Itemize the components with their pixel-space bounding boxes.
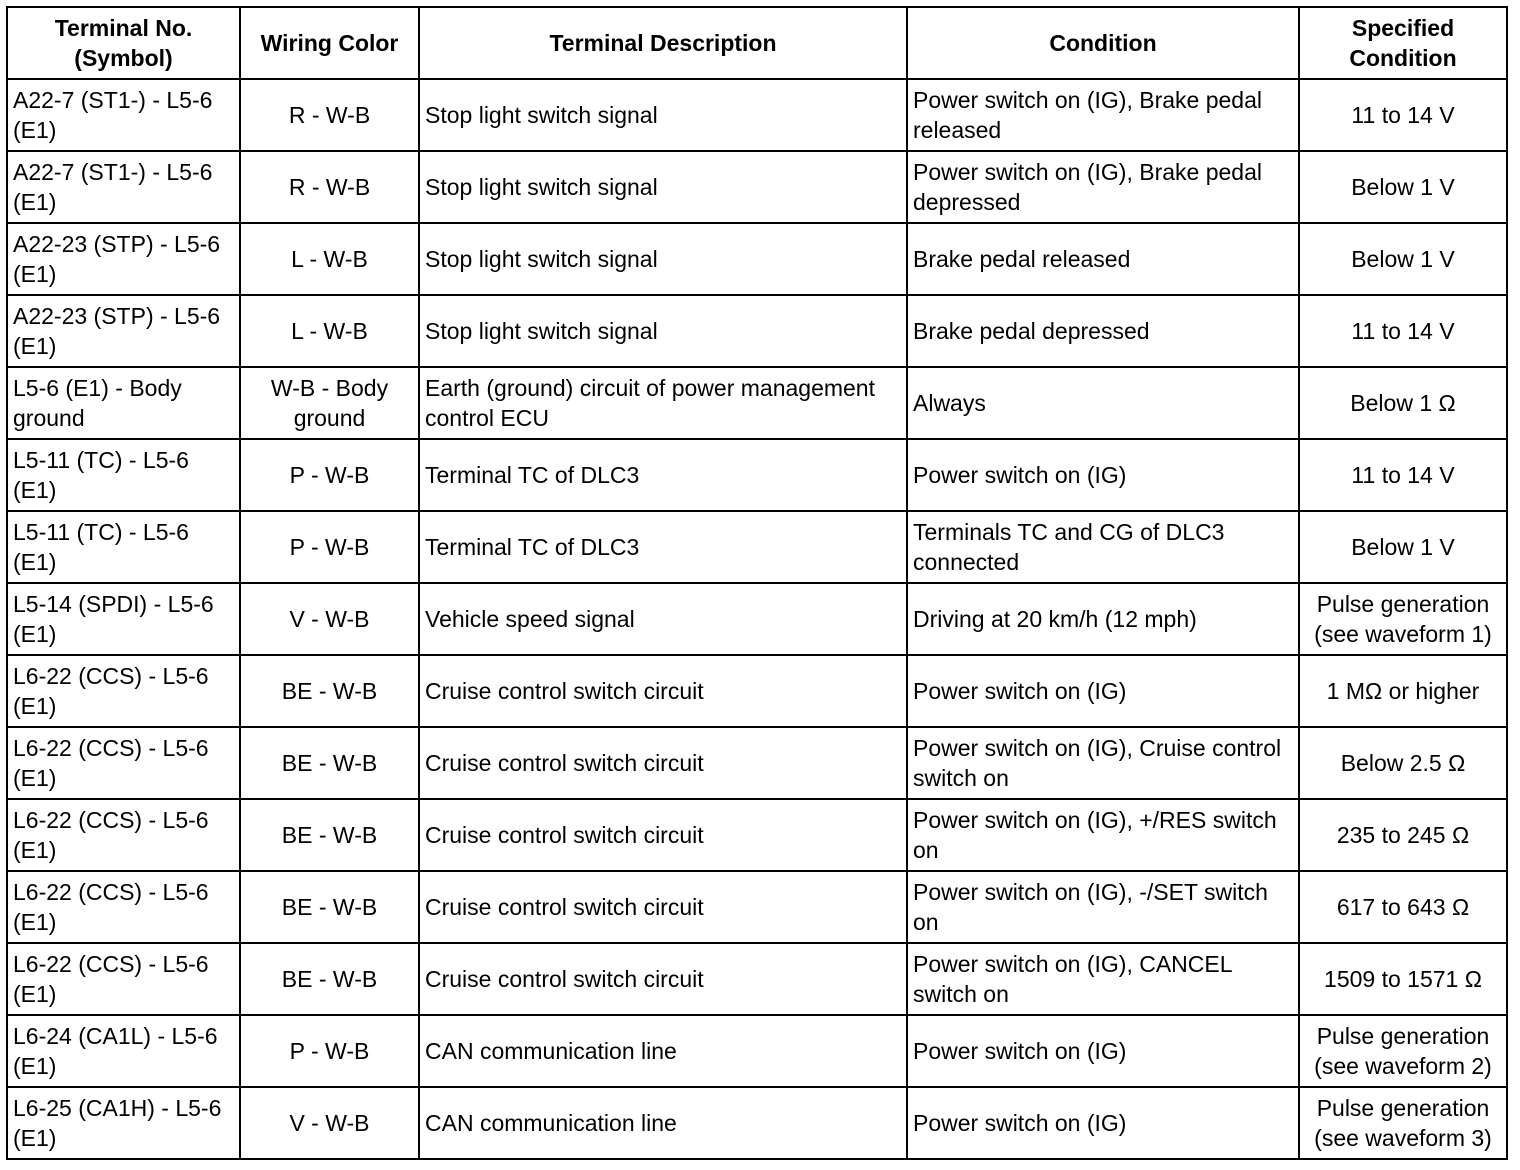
cell-terminal-description: Earth (ground) circuit of power management control ECU (419, 367, 907, 439)
cell-terminal-description: Terminal TC of DLC3 (419, 511, 907, 583)
table-row (7, 151, 1507, 223)
cell-specified-condition: Pulse generation (see waveform 1) (1299, 583, 1507, 655)
cell-specified-condition: 11 to 14 V (1299, 295, 1507, 367)
cell-terminal-no: A22-23 (STP) - L5-6 (E1) (7, 295, 240, 367)
cell-terminal-no: L5-11 (TC) - L5-6 (E1) (7, 511, 240, 583)
table-row (7, 871, 1507, 943)
header-specified-condition: Specified Condition (1299, 7, 1507, 79)
cell-wiring-color: BE - W-B (240, 655, 419, 727)
cell-terminal-no: L6-22 (CCS) - L5-6 (E1) (7, 799, 240, 871)
cell-terminal-description: Terminal TC of DLC3 (419, 439, 907, 511)
cell-specified-condition: 1509 to 1571 Ω (1299, 943, 1507, 1015)
cell-terminal-no: L5-14 (SPDI) - L5-6 (E1) (7, 583, 240, 655)
cell-wiring-color: BE - W-B (240, 799, 419, 871)
cell-terminal-no: L6-22 (CCS) - L5-6 (E1) (7, 655, 240, 727)
cell-terminal-no: A22-7 (ST1-) - L5-6 (E1) (7, 79, 240, 151)
cell-wiring-color: BE - W-B (240, 871, 419, 943)
table-row (7, 943, 1507, 1015)
cell-specified-condition: 11 to 14 V (1299, 439, 1507, 511)
cell-terminal-description: Cruise control switch circuit (419, 799, 907, 871)
cell-wiring-color: P - W-B (240, 439, 419, 511)
cell-condition: Brake pedal released (907, 223, 1299, 295)
cell-terminal-description: Stop light switch signal (419, 295, 907, 367)
cell-condition: Power switch on (IG), Cruise control switch on (907, 727, 1299, 799)
terminal-spec-table (6, 6, 1508, 1160)
table-row (7, 79, 1507, 151)
cell-condition: Power switch on (IG), CANCEL switch on (907, 943, 1299, 1015)
cell-wiring-color: P - W-B (240, 511, 419, 583)
cell-condition: Power switch on (IG), Brake pedal depressed (907, 151, 1299, 223)
table-row (7, 727, 1507, 799)
cell-specified-condition: Below 1 V (1299, 151, 1507, 223)
cell-terminal-no: A22-23 (STP) - L5-6 (E1) (7, 223, 240, 295)
cell-terminal-description: Cruise control switch circuit (419, 727, 907, 799)
cell-condition: Power switch on (IG) (907, 439, 1299, 511)
header-row (7, 7, 1507, 79)
header-terminal-no: Terminal No. (Symbol) (7, 7, 240, 79)
table-row (7, 583, 1507, 655)
cell-condition: Power switch on (IG) (907, 655, 1299, 727)
cell-terminal-description: Cruise control switch circuit (419, 871, 907, 943)
cell-specified-condition: Below 1 V (1299, 511, 1507, 583)
cell-condition: Power switch on (IG) (907, 1015, 1299, 1087)
table-row (7, 367, 1507, 439)
cell-terminal-no: A22-7 (ST1-) - L5-6 (E1) (7, 151, 240, 223)
cell-specified-condition: 235 to 245 Ω (1299, 799, 1507, 871)
table-row (7, 655, 1507, 727)
table-row (7, 295, 1507, 367)
cell-wiring-color: V - W-B (240, 583, 419, 655)
cell-terminal-description: CAN communication line (419, 1087, 907, 1159)
cell-terminal-description: Cruise control switch circuit (419, 943, 907, 1015)
cell-wiring-color: BE - W-B (240, 727, 419, 799)
cell-terminal-description: Cruise control switch circuit (419, 655, 907, 727)
table-row (7, 511, 1507, 583)
cell-terminal-no: L6-22 (CCS) - L5-6 (E1) (7, 871, 240, 943)
cell-terminal-no: L6-22 (CCS) - L5-6 (E1) (7, 943, 240, 1015)
cell-specified-condition: Below 1 V (1299, 223, 1507, 295)
cell-wiring-color: R - W-B (240, 79, 419, 151)
cell-wiring-color: L - W-B (240, 223, 419, 295)
cell-terminal-description: Stop light switch signal (419, 79, 907, 151)
cell-specified-condition: 1 MΩ or higher (1299, 655, 1507, 727)
cell-terminal-no: L6-22 (CCS) - L5-6 (E1) (7, 727, 240, 799)
cell-wiring-color: BE - W-B (240, 943, 419, 1015)
header-condition: Condition (907, 7, 1299, 79)
cell-condition: Power switch on (IG), -/SET switch on (907, 871, 1299, 943)
cell-condition: Power switch on (IG) (907, 1087, 1299, 1159)
cell-wiring-color: R - W-B (240, 151, 419, 223)
cell-terminal-description: CAN communication line (419, 1015, 907, 1087)
cell-terminal-description: Vehicle speed signal (419, 583, 907, 655)
cell-specified-condition: Below 2.5 Ω (1299, 727, 1507, 799)
cell-condition: Brake pedal depressed (907, 295, 1299, 367)
cell-terminal-no: L6-25 (CA1H) - L5-6 (E1) (7, 1087, 240, 1159)
cell-terminal-description: Stop light switch signal (419, 151, 907, 223)
cell-specified-condition: Pulse generation (see waveform 2) (1299, 1015, 1507, 1087)
cell-terminal-description: Stop light switch signal (419, 223, 907, 295)
cell-terminal-no: L5-6 (E1) - Body ground (7, 367, 240, 439)
table-row (7, 223, 1507, 295)
table-row (7, 799, 1507, 871)
cell-wiring-color: P - W-B (240, 1015, 419, 1087)
cell-condition: Power switch on (IG), Brake pedal released (907, 79, 1299, 151)
cell-terminal-no: L6-24 (CA1L) - L5-6 (E1) (7, 1015, 240, 1087)
cell-condition: Terminals TC and CG of DLC3 connected (907, 511, 1299, 583)
header-terminal-description: Terminal Description (419, 7, 907, 79)
cell-wiring-color: W-B - Body ground (240, 367, 419, 439)
cell-specified-condition: Below 1 Ω (1299, 367, 1507, 439)
table-row (7, 1087, 1507, 1159)
cell-wiring-color: V - W-B (240, 1087, 419, 1159)
table-row (7, 1015, 1507, 1087)
cell-condition: Always (907, 367, 1299, 439)
cell-specified-condition: Pulse generation (see waveform 3) (1299, 1087, 1507, 1159)
table-row (7, 439, 1507, 511)
cell-specified-condition: 11 to 14 V (1299, 79, 1507, 151)
cell-wiring-color: L - W-B (240, 295, 419, 367)
cell-specified-condition: 617 to 643 Ω (1299, 871, 1507, 943)
header-wiring-color: Wiring Color (240, 7, 419, 79)
table-body (7, 79, 1507, 1159)
cell-condition: Driving at 20 km/h (12 mph) (907, 583, 1299, 655)
cell-condition: Power switch on (IG), +/RES switch on (907, 799, 1299, 871)
cell-terminal-no: L5-11 (TC) - L5-6 (E1) (7, 439, 240, 511)
